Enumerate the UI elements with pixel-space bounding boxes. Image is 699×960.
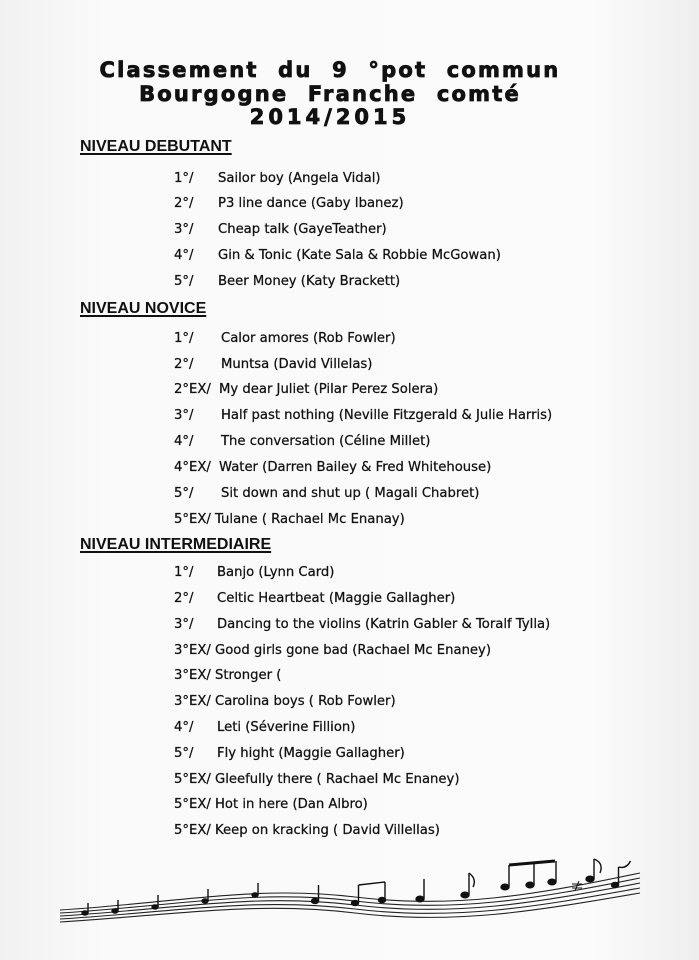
rank-label: 3°/	[174, 408, 194, 423]
entry-text: Gin & Tonic (Kate Sala & Robbie McGowan)	[218, 248, 501, 263]
list-item	[174, 772, 459, 787]
title-line-1: Classement du 9 °pot commun	[99, 58, 561, 82]
list-item	[174, 797, 368, 812]
entry-text: P3 line dance (Gaby Ibanez)	[218, 196, 404, 211]
entry-text: Calor amores (Rob Fowler)	[221, 331, 396, 346]
rank-label: 5°/	[174, 746, 194, 761]
rank-label: 2°/	[174, 591, 194, 606]
list-item	[174, 382, 438, 397]
entry-text: Dancing to the violins (Katrin Gabler & Toralf Tylla)	[217, 617, 551, 632]
rank-label: 5°EX/	[174, 512, 211, 527]
music-staff-icon	[55, 855, 645, 935]
list-item	[174, 746, 405, 761]
title-line-2: Bourgogne Franche comté	[139, 82, 521, 106]
list-item	[174, 591, 455, 606]
entry-text: The conversation (Céline Millet)	[221, 434, 431, 449]
entry-text: Stronger (	[215, 668, 282, 683]
rank-label: 3°EX/	[174, 643, 211, 658]
rank-label: 2°EX/	[174, 382, 211, 397]
list-item	[174, 720, 355, 735]
rank-label: 4°/	[174, 248, 194, 263]
section-title-novice: NIVEAU NOVICE	[80, 300, 207, 317]
list-item	[174, 222, 387, 237]
entry-text: Sit down and shut up ( Magali Chabret)	[221, 486, 480, 501]
rank-label: 3°/	[174, 222, 194, 237]
entry-text: Celtic Heartbeat (Maggie Gallagher)	[217, 591, 456, 606]
list-item	[174, 248, 501, 263]
entry-text: Tulane ( Rachael Mc Enanay)	[215, 512, 405, 527]
list-item	[174, 668, 281, 683]
rank-label: 2°/	[174, 196, 194, 211]
rank-label: 3°EX/	[174, 694, 211, 709]
entry-text: Muntsa (David Villelas)	[221, 357, 373, 372]
entry-text: Half past nothing (Neville Fitzgerald & Julie Harris)	[221, 408, 553, 423]
section-title-debutant: NIVEAU DEBUTANT	[80, 138, 232, 155]
entry-text: Banjo (Lynn Card)	[217, 565, 335, 580]
list-item	[174, 331, 396, 346]
title-line-3: 2014/2015	[249, 105, 411, 129]
list-item	[174, 171, 381, 186]
entry-text: Carolina boys ( Rob Fowler)	[215, 694, 396, 709]
list-item	[174, 196, 404, 211]
rank-label: 1°/	[174, 565, 194, 580]
rank-label: 5°EX/	[174, 772, 211, 787]
rank-label: 2°/	[174, 357, 194, 372]
list-item	[174, 643, 491, 658]
entry-text: Fly hight (Maggie Gallagher)	[217, 746, 405, 761]
rank-label: 1°/	[174, 171, 194, 186]
list-item	[174, 694, 396, 709]
entry-text: Beer Money (Katy Brackett)	[218, 274, 401, 289]
rank-label: 4°/	[174, 434, 194, 449]
list-item	[174, 408, 552, 423]
rank-label: 5°/	[174, 486, 194, 501]
rank-label: 5°EX/	[174, 823, 211, 838]
list-item	[174, 357, 372, 372]
list-item	[174, 512, 405, 527]
rank-label: 4°EX/	[174, 460, 211, 475]
rank-label: 3°/	[174, 617, 194, 632]
list-item	[174, 565, 334, 580]
list-item	[174, 434, 430, 449]
rank-label: 3°EX/	[174, 668, 211, 683]
list-item	[174, 274, 400, 289]
rank-label: 5°/	[174, 274, 194, 289]
entry-text: Keep on kracking ( David Villellas)	[215, 823, 440, 838]
list-item	[174, 460, 491, 475]
entry-text: Gleefully there ( Rachael Mc Enaney)	[215, 772, 460, 787]
entry-text: My dear Juliet (Pilar Perez Solera)	[219, 382, 439, 397]
entry-text: Good girls gone bad (Rachael Mc Enaney)	[215, 643, 491, 658]
list-item	[174, 617, 550, 632]
rank-label: 4°/	[174, 720, 194, 735]
entry-text: Hot in here (Dan Albro)	[215, 797, 368, 812]
rank-label: 1°/	[174, 331, 194, 346]
list-item	[174, 486, 479, 501]
entry-text: Sailor boy (Angela Vidal)	[218, 171, 381, 186]
entry-text: Leti (Séverine Fillion)	[217, 720, 356, 735]
entry-text: Water (Darren Bailey & Fred Whitehouse)	[219, 460, 492, 475]
rank-label: 5°EX/	[174, 797, 211, 812]
section-title-intermediaire: NIVEAU INTERMEDIAIRE	[80, 536, 272, 553]
list-item	[174, 823, 440, 838]
entry-text: Cheap talk (GayeTeather)	[218, 222, 387, 237]
